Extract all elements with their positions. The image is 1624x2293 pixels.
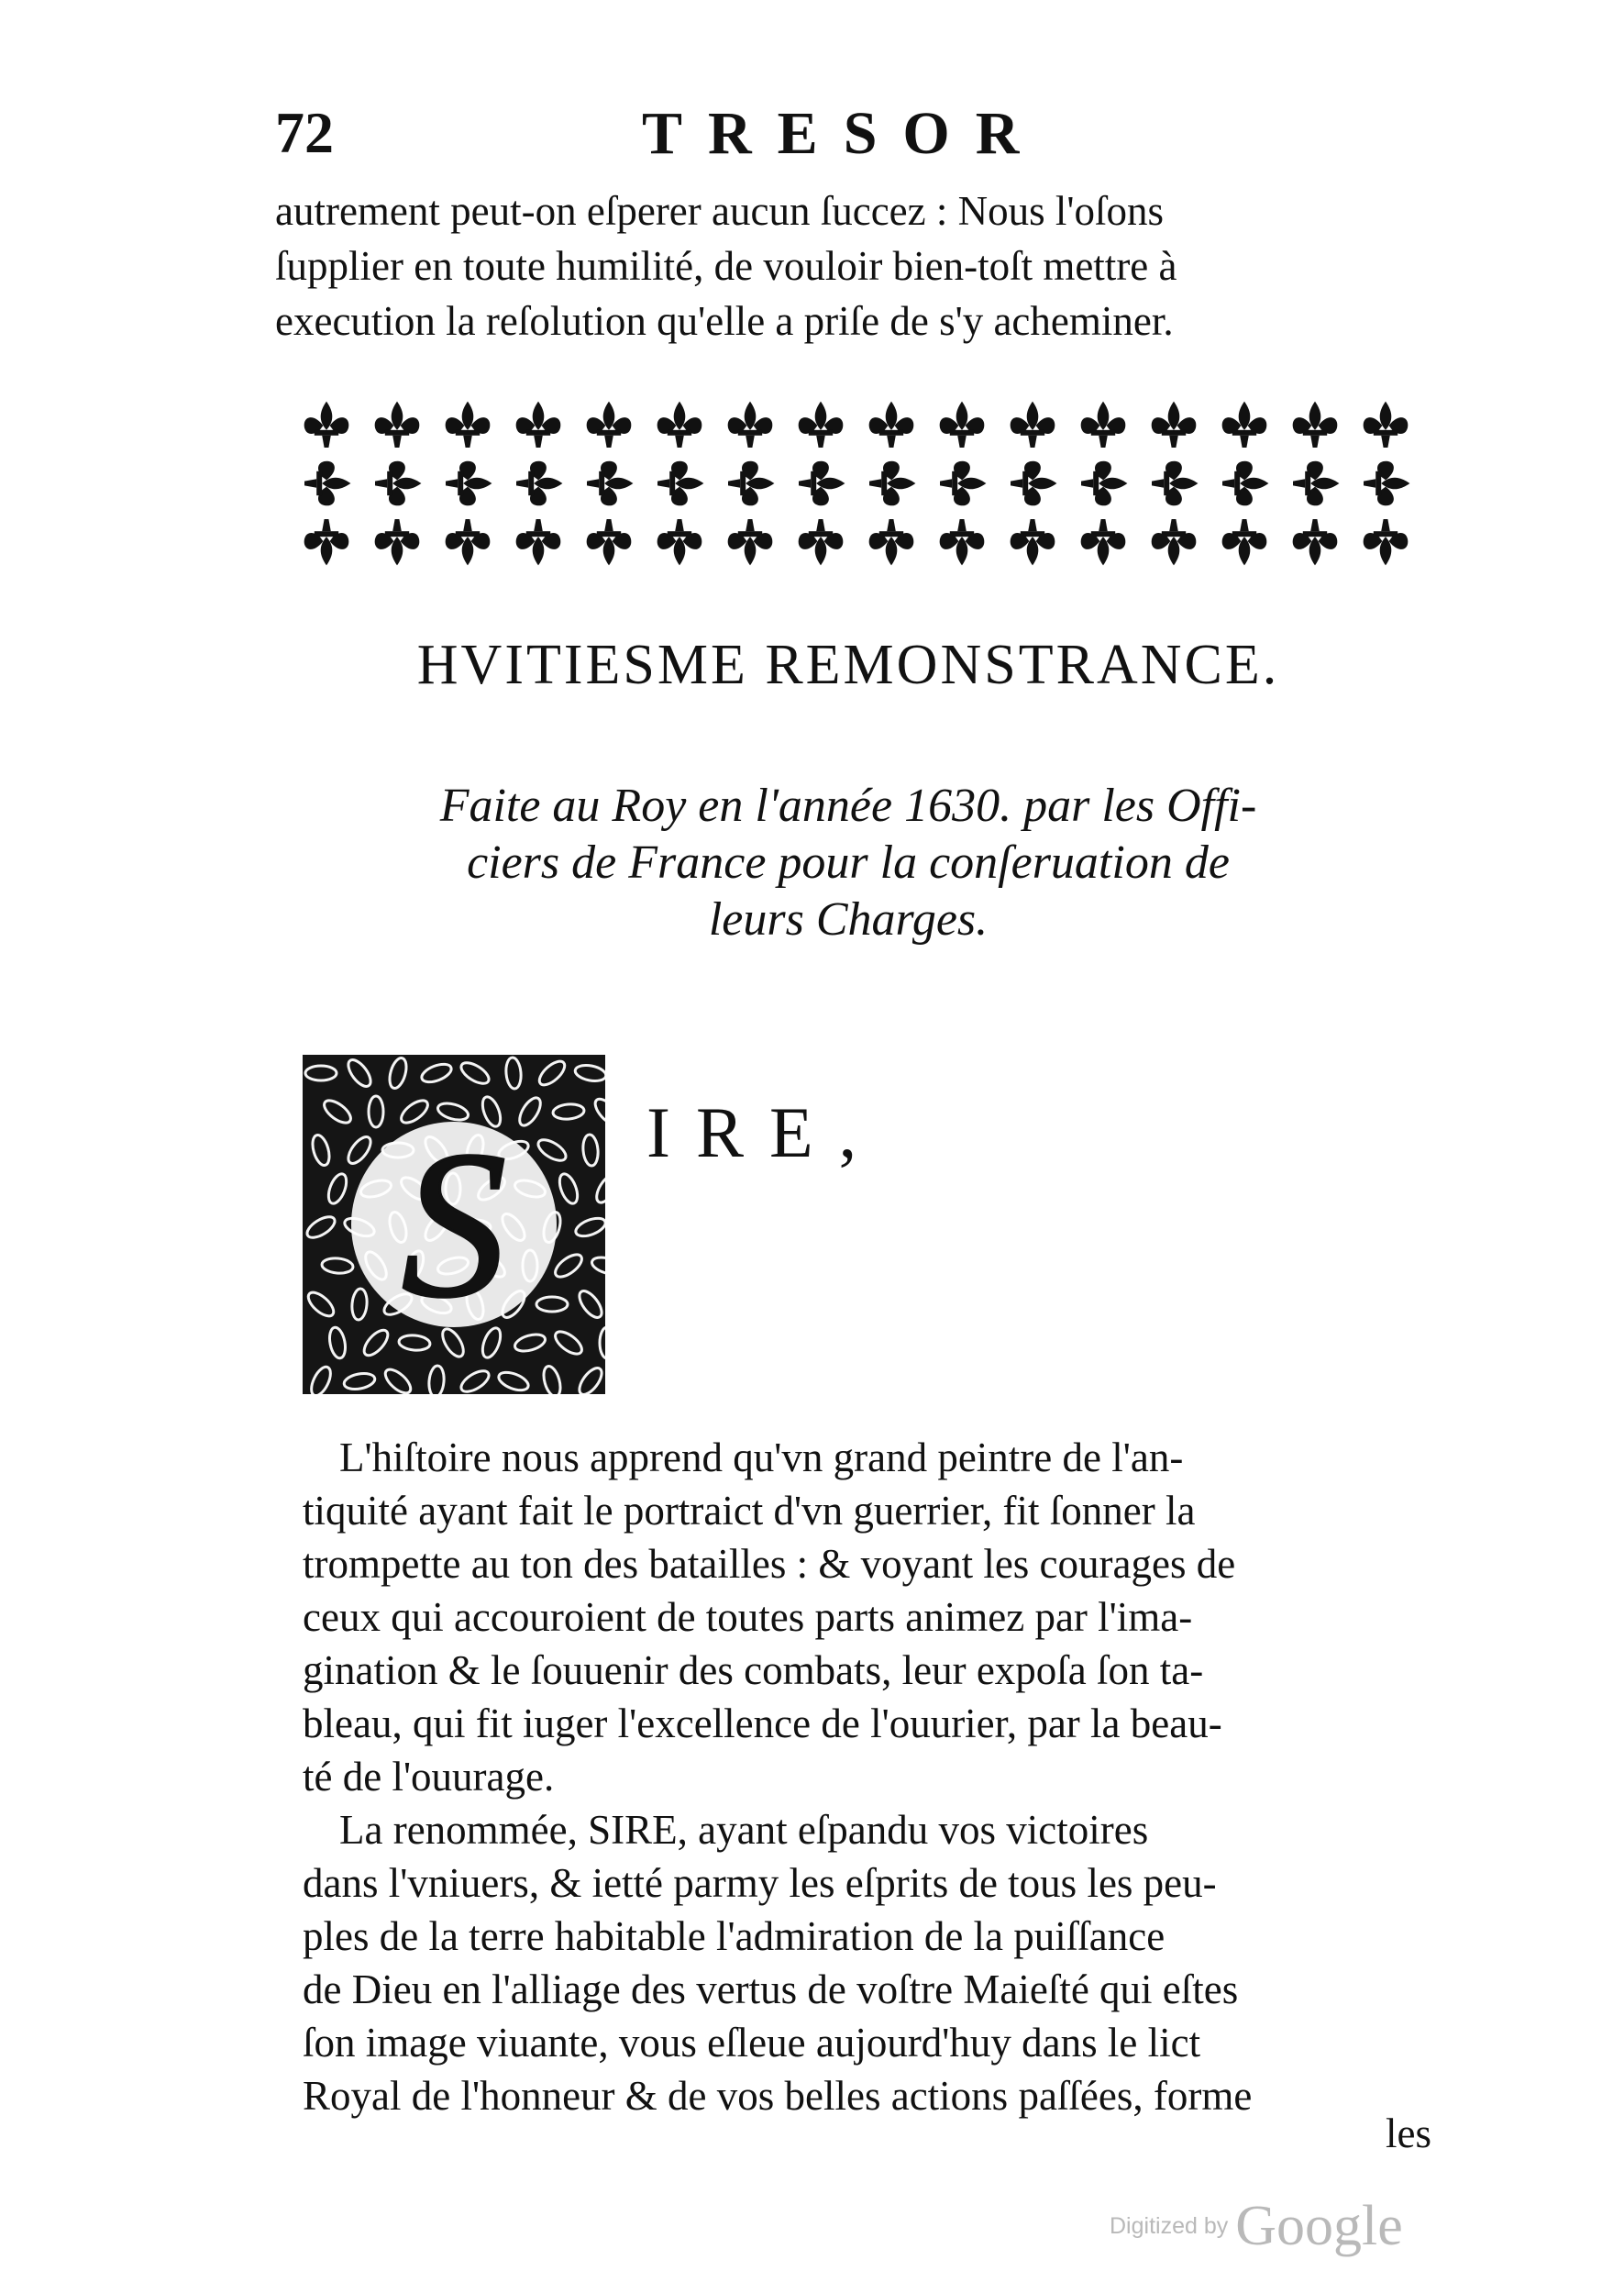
text-line: La renommée, SIRE, ayant eſpandu vos victoires bbox=[339, 1807, 1149, 1853]
subtitle-line: leurs Charges. bbox=[708, 893, 989, 946]
fleur-de-lis-icon bbox=[940, 461, 986, 506]
section-subtitle bbox=[275, 778, 1421, 948]
opening-word: IRE, bbox=[646, 1092, 883, 1172]
fleur-de-lis-icon bbox=[1364, 402, 1409, 448]
text-line: bleau, qui fit iuger l'excellence de l'ouurier, par la beau- bbox=[303, 1700, 1222, 1746]
catchword: les bbox=[1386, 2110, 1431, 2156]
fleur-de-lis-icon bbox=[799, 461, 845, 506]
fleur-de-lis-icon bbox=[304, 402, 349, 448]
fleur-de-lis-icon bbox=[799, 402, 844, 448]
text-line: de Dieu en l'alliage des vertus de voſtre Maieſté qui eſtes bbox=[303, 1966, 1239, 2012]
text-line: té de l'ouurage. bbox=[303, 1754, 555, 1800]
fleur-de-lis-icon bbox=[516, 402, 561, 448]
page-header bbox=[275, 99, 1431, 182]
fleur-de-lis-icon bbox=[1293, 402, 1338, 448]
fleur-de-lis-icon bbox=[940, 519, 985, 565]
text-line: L'hiſtoire nous apprend qu'vn grand peintre de l'an- bbox=[339, 1435, 1184, 1480]
fleur-de-lis-icon bbox=[657, 402, 702, 448]
google-watermark bbox=[1110, 2194, 1403, 2259]
fleur-de-lis-icon bbox=[1081, 519, 1126, 565]
fleur-de-lis-icon bbox=[587, 402, 632, 448]
fleur-de-lis-icon bbox=[446, 402, 491, 448]
fleur-de-lis-icon bbox=[516, 461, 562, 506]
fleur-de-lis-icon bbox=[1364, 461, 1409, 506]
text-line: tiquité ayant fait le portraict d'vn guerrier, fit ſonner la bbox=[303, 1488, 1196, 1534]
watermark-prefix: Digitized by bbox=[1110, 2213, 1229, 2239]
fleur-de-lis-ornament-band bbox=[292, 396, 1421, 570]
fleur-de-lis-icon bbox=[869, 461, 915, 506]
text-line: Royal de l'honneur & de vos belles actions paſſées, forme bbox=[303, 2073, 1253, 2119]
text-line: ceux qui accouroient de toutes parts animez par l'ima- bbox=[303, 1594, 1193, 1640]
text-line: trompette au ton des batailles : & voyant les courages de bbox=[303, 1541, 1236, 1587]
fleur-de-lis-icon bbox=[728, 519, 773, 565]
text-line: gination & le ſouuenir des combats, leur expoſa ſon ta- bbox=[303, 1647, 1204, 1693]
page-number: 72 bbox=[275, 100, 334, 165]
text-line: execution la reſolution qu'elle a priſe de s'y acheminer. bbox=[275, 298, 1174, 344]
fleur-de-lis-icon bbox=[375, 402, 420, 448]
fleur-de-lis-icon bbox=[1152, 519, 1197, 565]
fleur-de-lis-icon bbox=[446, 519, 491, 565]
text-line: ples de la terre habitable l'admiration de la puiſſance bbox=[303, 1913, 1166, 1959]
fleur-de-lis-icon bbox=[869, 519, 914, 565]
section-heading: HVITIESME REMONSTRANCE. bbox=[416, 634, 1280, 696]
fleur-de-lis-icon bbox=[1081, 402, 1126, 448]
fleur-de-lis-icon bbox=[728, 402, 773, 448]
fleur-de-lis-icon bbox=[446, 461, 492, 506]
fleur-de-lis-icon bbox=[1011, 402, 1055, 448]
fleur-de-lis-icon bbox=[799, 519, 844, 565]
fleur-de-lis-icon bbox=[587, 519, 632, 565]
decorated-initial bbox=[303, 1055, 605, 1394]
fleur-de-lis-icon bbox=[1364, 519, 1409, 565]
fleur-de-lis-icon bbox=[1293, 461, 1339, 506]
subtitle-line: ciers de France pour la conſeruation de bbox=[467, 836, 1230, 889]
fleur-de-lis-icon bbox=[1011, 519, 1055, 565]
fleur-de-lis-icon bbox=[304, 519, 349, 565]
text-line: ſupplier en toute humilité, de vouloir bien-toſt mettre à bbox=[275, 243, 1177, 289]
fleur-de-lis-icon bbox=[869, 402, 914, 448]
text-line: ſon image viuante, vous eſleue aujourd'huy dans le lict bbox=[303, 2020, 1201, 2066]
fleur-de-lis-icon bbox=[1152, 402, 1197, 448]
fleur-de-lis-icon bbox=[375, 519, 420, 565]
text-line: dans l'vniuers, & ietté parmy les eſprits de tous les peu- bbox=[303, 1860, 1217, 1906]
fleur-de-lis-icon bbox=[1293, 519, 1338, 565]
watermark-brand: Google bbox=[1235, 2195, 1403, 2257]
fleur-de-lis-icon bbox=[375, 461, 421, 506]
fleur-de-lis-icon bbox=[1222, 461, 1268, 506]
text-line: autrement peut-on eſperer aucun ſuccez : Nous l'oſons bbox=[275, 188, 1164, 234]
fleur-de-lis-icon bbox=[657, 519, 702, 565]
subtitle-line: Faite au Roy en l'année 1630. par les Offi- bbox=[439, 780, 1257, 832]
fleur-de-lis-icon bbox=[304, 461, 350, 506]
fleur-de-lis-icon bbox=[516, 519, 561, 565]
carry-over-text bbox=[275, 183, 1421, 349]
fleur-de-lis-icon bbox=[657, 461, 703, 506]
fleur-de-lis-icon bbox=[1222, 519, 1267, 565]
fleur-de-lis-icon bbox=[1152, 461, 1198, 506]
fleur-de-lis-icon bbox=[728, 461, 774, 506]
fleur-de-lis-icon bbox=[940, 402, 985, 448]
body-text bbox=[303, 1431, 1440, 2122]
fleur-de-lis-icon bbox=[1081, 461, 1127, 506]
fleur-de-lis-icon bbox=[587, 461, 633, 506]
fleur-de-lis-icon bbox=[1011, 461, 1056, 506]
drop-cap-letter: S bbox=[401, 1107, 507, 1341]
running-title: TRESOR bbox=[642, 100, 1045, 167]
fleur-de-lis-icon bbox=[1222, 402, 1267, 448]
